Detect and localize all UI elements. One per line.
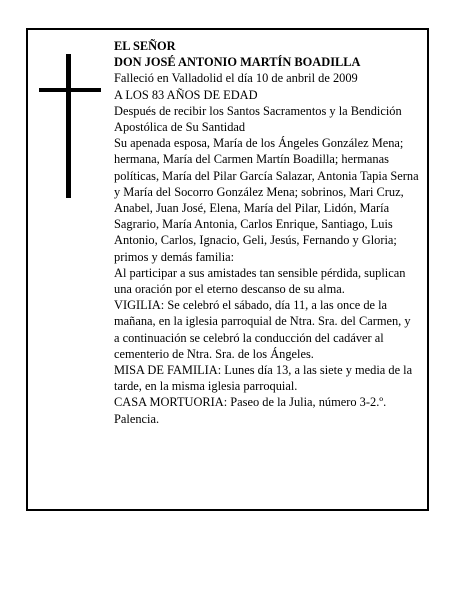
funeral-home-paragraph: CASA MORTUORIA: Paseo de la Julia, número 3-2.º. Palencia. [114,395,387,426]
obituary-title: EL SEÑOR [114,39,176,53]
cross-vertical-bar [66,54,71,198]
deceased-name: DON JOSÉ ANTONIO MARTÍN BOADILLA [114,55,361,70]
family-paragraph: Su apenada esposa, María de los Ángeles González Mena; hermana, María del Carmen Martín Boadilla; hermanas políticas, María del Pilar García Salazar, Antonia Tapia Serna y María del Socorro González Mena; sobrinos, Mari Cruz, Anabel, Juan José, Elena, María del Pilar, Lidón, María Sagrario, María Antonia, Carlos Enrique, Santiago, Luis Antonio, Carlos, Ignacio, Geli, Jesús, Fernando y Gloria; primos y demás familia: [114,136,419,264]
vigil-paragraph: VIGILIA: Se celebró el sábado, día 11, a las once de la mañana, en la iglesia parroquial de Ntra. Sra. del Carmen, y a continuación se celebró la conducción del cadáver al cementerio de Ntra. Sra. de los Ángeles. [114,298,411,361]
death-info: Falleció en Valladolid el día 10 de anbril de 2009 [114,71,358,86]
cross-horizontal-bar [39,88,101,92]
cross-icon [39,54,103,198]
prayer-request-paragraph: Al participar a sus amistades tan sensible pérdida, suplican una oración por el eterno descanso de su alma. [114,265,406,297]
obituary-text [114,38,419,427]
age-at-death: A LOS 83 AÑOS DE EDAD [114,87,258,102]
sacraments-paragraph: Después de recibir los Santos Sacramentos y la Bendición Apostólica de Su Santidad [114,103,402,135]
family-mass-paragraph: MISA DE FAMILIA: Lunes día 13, a las siete y media de la tarde, en la misma iglesia parroquial. [114,363,413,394]
